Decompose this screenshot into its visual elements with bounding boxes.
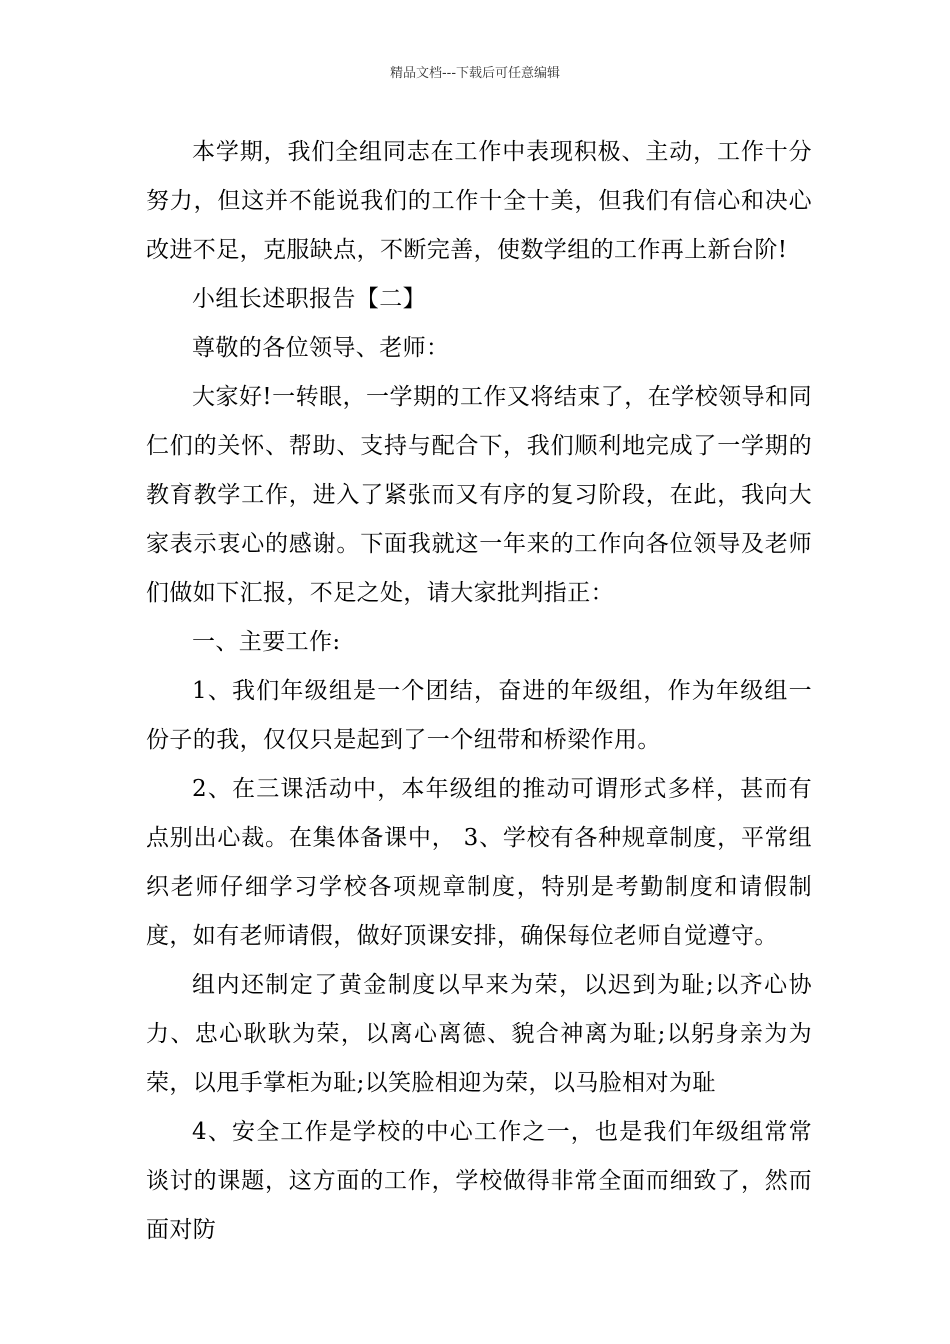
- paragraph-closing-summary: 本学期，我们全组同志在工作中表现积极、主动，工作十分努力，但这并不能说我们的工作十全十美，但我们有信心和决心改进不足，克服缺点，不断完善，使数学组的工作再上新台阶!: [146, 139, 812, 263]
- document-body: [146, 128, 812, 1255]
- page-header: 精品文档---下载后可任意编辑: [389, 66, 561, 81]
- paragraph-item-4: 4、安全工作是学校的中心工作之一，也是我们年级组常常谈讨的课题，这方面的工作，学校做得非常全面而细致了，然而面对防: [146, 1119, 812, 1243]
- section-heading: 小组长述职报告【二】: [192, 286, 426, 312]
- paragraph-rules: 组内还制定了黄金制度以早来为荣，以迟到为耻;以齐心协力、忠心耿耿为荣，以离心离德、貌合神离为耻;以躬身亲为为荣，以甩手掌柜为耻;以笑脸相迎为荣，以马脸相对为耻: [146, 972, 812, 1096]
- paragraph-item-2-3: 2、在三课活动中，本年级组的推动可谓形式多样，甚而有点别出心裁。在集体备课中， 3、学校有各种规章制度，平常组织老师仔细学习学校各项规章制度，特别是考勤制度和请假制度，如有老师请假，做好顶课安排，确保每位老师自觉遵守。: [146, 776, 812, 949]
- salutation: 尊敬的各位领导、老师：: [192, 335, 450, 361]
- paragraph-introduction: 大家好!一转眼，一学期的工作又将结束了，在学校领导和同仁们的关怀、帮助、支持与配合下，我们顺利地完成了一学期的教育教学工作，进入了紧张而又有序的复习阶段，在此，我向大家表示衷心的感谢。下面我就这一年来的工作向各位领导及老师们做如下汇报，不足之处，请大家批判指正：: [146, 384, 812, 606]
- subheading-main-work: 一、主要工作:: [192, 629, 341, 655]
- paragraph-item-1: 1、我们年级组是一个团结，奋进的年级组，作为年级组一份子的我，仅仅只是起到了一个纽带和桥梁作用。: [146, 678, 812, 753]
